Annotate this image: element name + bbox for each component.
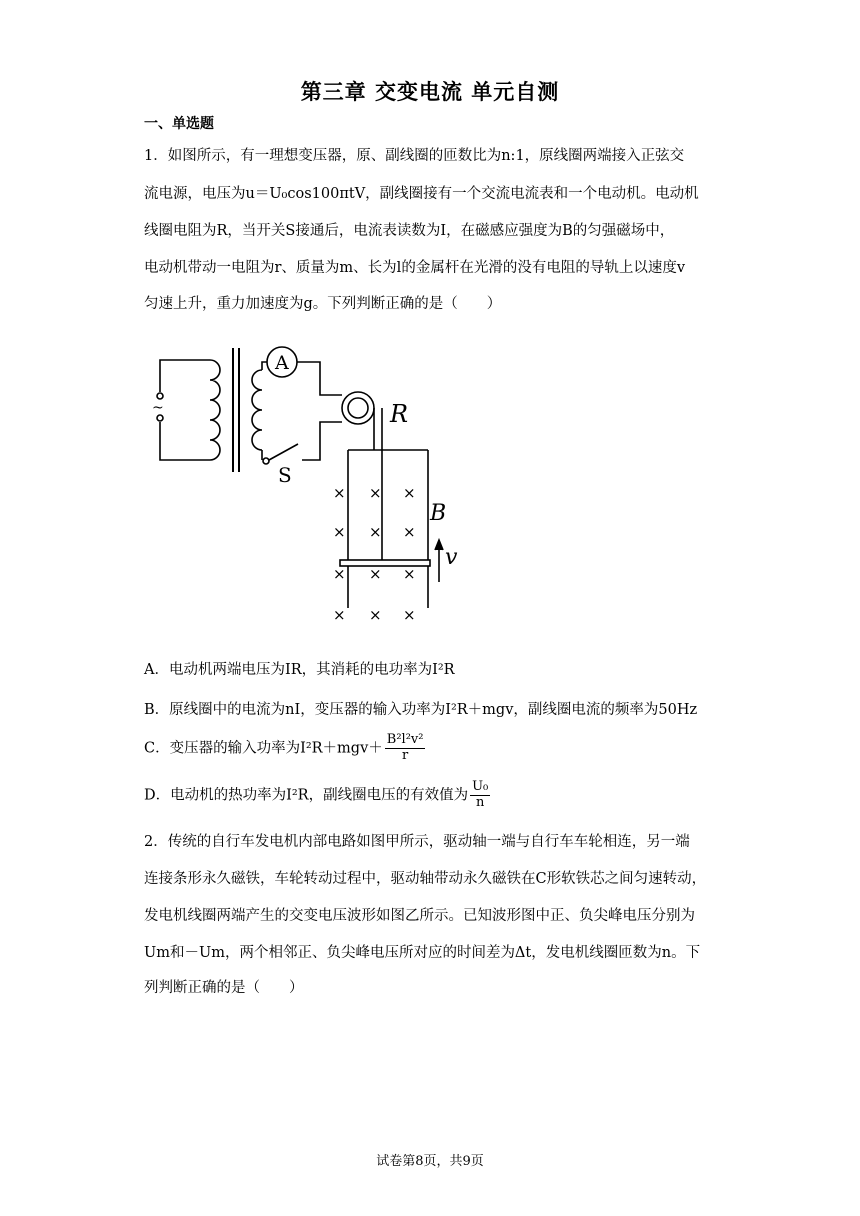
q1-option-d-numerator: U₀ [472, 779, 489, 794]
svg-text:×: × [369, 484, 382, 502]
svg-text:×: × [403, 484, 416, 502]
q1-line-2: 流电源，电压为u＝U₀cos100πtV，副线圈接有一个交流电流表和一个电动机。电动机 [144, 186, 699, 202]
q1-option-d-denominator: n [475, 794, 485, 810]
svg-text:×: × [333, 484, 346, 502]
svg-text:×: × [333, 523, 346, 541]
svg-text:×: × [369, 523, 382, 541]
q1-option-c [144, 733, 427, 764]
page-footer: 试卷第8页，共9页 [376, 1154, 484, 1169]
q2-line-3: 发电机线圈两端产生的交变电压波形如图乙所示。已知波形图中正、负尖峰电压分别为 [144, 908, 695, 924]
q1-line-1: 1．如图所示，有一理想变压器，原、副线圈的匝数比为n:1，原线圈两端接入正弦交 [144, 148, 685, 164]
switch-label: S [278, 463, 292, 487]
q1-line-5: 匀速上升，重力加速度为g。下列判断正确的是（ ） [144, 296, 502, 312]
page-title: 第三章 交变电流 单元自测 [300, 79, 560, 104]
q1-option-c-numerator: B²l²v² [386, 732, 424, 747]
q1-option-b: B．原线圈中的电流为nI，变压器的输入功率为I²R＋mgv，副线圈电流的频率为50Hz [144, 702, 698, 718]
velocity-label: v [445, 545, 458, 570]
svg-text:×: × [369, 606, 382, 624]
q1-option-d [144, 780, 492, 811]
ammeter-label: A [275, 352, 289, 374]
q2-line-1: 2．传统的自行车发电机内部电路如图甲所示，驱动轴一端与自行车车轮相连，另一端 [144, 834, 690, 850]
q2-line-5: 列判断正确的是（ ） [144, 980, 304, 996]
q1-line-3: 线圈电阻为R，当开关S接通后，电流表读数为I，在磁感应强度为B的匀强磁场中， [144, 223, 675, 239]
svg-text:×: × [403, 523, 416, 541]
q1-option-d-fraction [470, 780, 490, 811]
section-heading: 一、单选题 [144, 116, 214, 132]
svg-text:×: × [333, 606, 346, 624]
svg-text:×: × [403, 565, 416, 583]
q1-option-d-text: D．电动机的热功率为I²R，副线圈电压的有效值为 [144, 787, 469, 804]
svg-text:×: × [403, 606, 416, 624]
svg-text:×: × [333, 565, 346, 583]
q1-option-a: A．电动机两端电压为IR，其消耗的电功率为I²R [144, 662, 455, 678]
q1-option-c-denominator: r [402, 747, 409, 763]
q1-option-c-fraction [385, 733, 426, 764]
motor-label: R [390, 400, 409, 428]
transformer-circuit-figure [150, 340, 458, 630]
q1-line-4: 电动机带动一电阻为r、质量为m、长为l的金属杆在光滑的没有电阻的导轨上以速度v [144, 260, 686, 276]
svg-text:×: × [369, 565, 382, 583]
q1-option-c-text: C．变压器的输入功率为I²R＋mgv＋ [144, 740, 383, 757]
field-label: B [430, 501, 447, 526]
q2-line-4: Um和－Um，两个相邻正、负尖峰电压所对应的时间差为Δt，发电机线圈匝数为n。下 [144, 945, 701, 961]
svg-text:~: ~ [152, 400, 164, 416]
field-crosses [333, 484, 416, 624]
q2-line-2: 连接条形永久磁铁，车轮转动过程中，驱动轴带动永久磁铁在C形软铁芯之间匀速转动， [144, 871, 707, 887]
